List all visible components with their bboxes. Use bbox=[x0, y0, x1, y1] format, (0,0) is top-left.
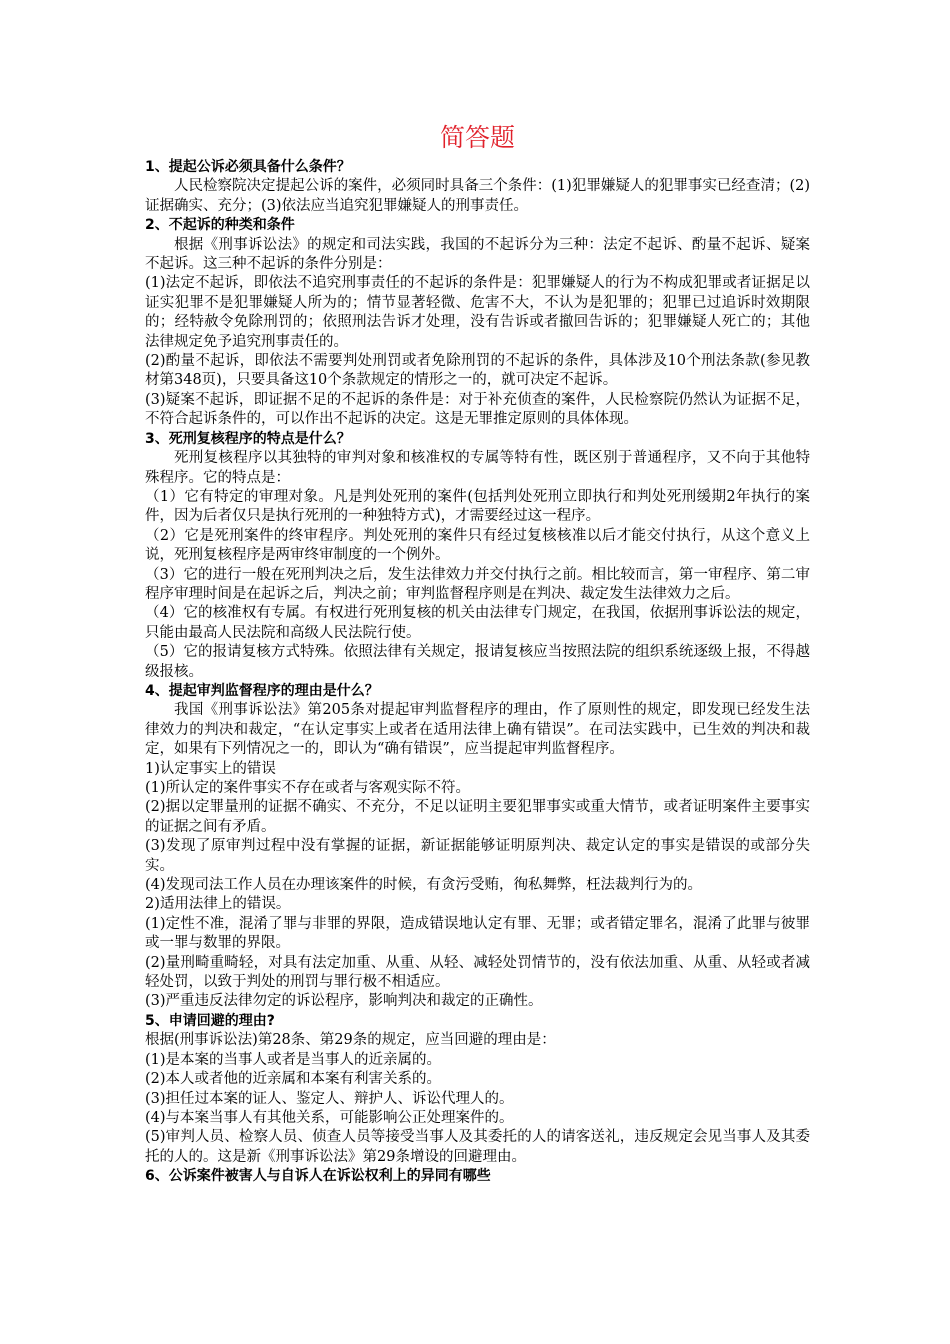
answer-paragraph: (1)定性不准，混淆了罪与非罪的界限，造成错误地认定有罪、无罪；或者错定罪名，混淆了此罪与彼罪或一罪与数罪的界限。 bbox=[145, 915, 810, 952]
question-heading: 1、提起公诉必须具备什么条件？ bbox=[145, 159, 351, 175]
answer-paragraph: 死刑复核程序以其独特的审判对象和核准权的专属等特有性，既区别于普通程序，又不向于其他特殊程序。它的特点是： bbox=[145, 450, 810, 486]
question-heading: 6、公诉案件被害人与自诉人在诉讼权利上的异同有哪些 bbox=[145, 1168, 491, 1185]
answer-paragraph: （1）它有特定的审理对象。凡是判处死刑的案件(包括判处死刑立即执行和判处死刑缓期2年执行的案件，因为后者仅只是执行死刑的一种独特方式)，才需要经过这一程序。 bbox=[145, 488, 810, 525]
answer-paragraph: （5）它的报请复核方式特殊。依照法律有关规定，报请复核应当按照法院的组织系统逐级上报，不得越级报核。 bbox=[145, 644, 810, 680]
answer-paragraph: (1)法定不起诉，即依法不追究刑事责任的不起诉的条件是：犯罪嫌疑人的行为不构成犯罪或者证据足以证实犯罪不是犯罪嫌疑人所为的；情节显著轻微、危害不大，不认为是犯罪的；犯罪已过追诉时效期限的；经特赦令免除刑罚的；依照刑法告诉才处理，没有告诉或者撤回告诉的；犯罪嫌疑人死亡的；其他法律规定免予追究刑事责任的。 bbox=[145, 275, 810, 350]
document-page bbox=[145, 120, 810, 1187]
answer-paragraph: 人民检察院决定提起公诉的案件，必须同时具备三个条件：(1)犯罪嫌疑人的犯罪事实已经查清；(2)证据确实、充分；(3)依法应当追究犯罪嫌疑人的刑事责任。 bbox=[145, 178, 810, 214]
answer-paragraph: (1)所认定的案件事实不存在或者与客观实际不符。 bbox=[145, 780, 471, 796]
answer-paragraph: （3）它的进行一般在死刑判决之后，发生法律效力并交付执行之前。相比较而言，第一审程序、第二审程序审理时间是在起诉之后，判决之前；审判监督程序则是在判决、裁定发生法律效力之后。 bbox=[145, 566, 810, 602]
answer-paragraph: (3)严重违反法律勿定的诉讼程序，影响判决和裁定的正确性。 bbox=[145, 993, 543, 1010]
answer-paragraph: 我国《刑事诉讼法》第205条对提起审判监督程序的理由，作了原则性的规定，即发现已经发生法律效力的判决和裁定，“在认定事实上或者在适用法律上确有错误”。在司法实践中，已生效的判决和裁定，如果有下列情况之一的，即认为“确有错误”，应当提起审判监督程序。 bbox=[145, 702, 810, 758]
answer-paragraph: (4)与本案当事人有其他关系，可能影响公正处理案件的。 bbox=[145, 1109, 514, 1126]
question-heading: 4、提起审判监督程序的理由是什么？ bbox=[145, 682, 379, 699]
question-heading: 5、申请回避的理由? bbox=[145, 1012, 275, 1029]
answer-paragraph: (2)本人或者他的近亲属和本案有利害关系的。 bbox=[145, 1071, 442, 1088]
answer-paragraph: （2）它是死刑案件的终审程序。判处死刑的案件只有经过复核核准以后才能交付执行，从这个意义上说，死刑复核程序是两审终审制度的一个例外。 bbox=[145, 527, 810, 564]
answer-paragraph: (4)发现司法工作人员在办理该案件的时候，有贪污受贿，徇私舞弊，枉法裁判行为的。 bbox=[145, 877, 703, 894]
answer-paragraph: 根据《刑事诉讼法》的规定和司法实践，我国的不起诉分为三种：法定不起诉、酌量不起诉、疑案不起诉。这三种不起诉的条件分别是： bbox=[145, 236, 810, 273]
answer-paragraph: (3)发现了原审判过程中没有掌握的证据，新证据能够证明原判决、裁定认定的事实是错误的或部分失实。 bbox=[145, 838, 810, 874]
document-title: 简答题 bbox=[439, 123, 515, 152]
question-heading: 3、死刑复核程序的特点是什么？ bbox=[145, 430, 351, 447]
answer-paragraph: (3)担任过本案的证人、鉴定人、辩护人、诉讼代理人的。 bbox=[145, 1090, 514, 1107]
question-heading: 2、不起诉的种类和条件 bbox=[145, 217, 295, 234]
answer-paragraph: (1)是本案的当事人或者是当事人的近亲属的。 bbox=[145, 1051, 442, 1068]
answer-paragraph: 1)认定事实上的错误 bbox=[145, 760, 276, 777]
answer-paragraph: (3)疑案不起诉，即证据不足的不起诉的条件是：对于补充侦查的案件，人民检察院仍然认为证据不足，不符合起诉条件的，可以作出不起诉的决定。这是无罪推定原则的具体体现。 bbox=[145, 391, 810, 428]
sections-container bbox=[145, 158, 810, 1187]
answer-paragraph: (2)酌量不起诉，即依法不需要判处刑罚或者免除刑罚的不起诉的条件，具体涉及10个刑法条款(参见教材第348页)，只要具备这10个条款规定的情形之一的，就可决定不起诉。 bbox=[145, 353, 810, 389]
answer-paragraph: （4）它的核准权有专属。有权进行死刑复核的机关由法律专门规定，在我国，依据刑事诉讼法的规定，只能由最高人民法院和高级人民法院行使。 bbox=[145, 605, 810, 641]
answer-paragraph: 2)适用法律上的错误。 bbox=[145, 896, 291, 913]
answer-paragraph: 根据(刑事诉讼法)第28条、第29条的规定，应当回避的理由是： bbox=[145, 1032, 556, 1049]
answer-paragraph: (2)量刑畸重畸轻，对具有法定加重、从重、从轻、减轻处罚情节的，没有依法加重、从重、从轻或者减轻处罚，以致于判处的刑罚与罪行极不相适应。 bbox=[145, 954, 810, 991]
answer-paragraph: (5)审判人员、检察人员、侦查人员等接受当事人及其委托的人的请客送礼，违反规定会见当事人及其委托的人的。这是新《刑事诉讼法》第29条增设的回避理由。 bbox=[145, 1129, 810, 1165]
answer-paragraph: (2)据以定罪量刑的证据不确实、不充分，不足以证明主要犯罪事实或重大情节，或者证明案件主要事实的证据之间有矛盾。 bbox=[145, 799, 810, 835]
